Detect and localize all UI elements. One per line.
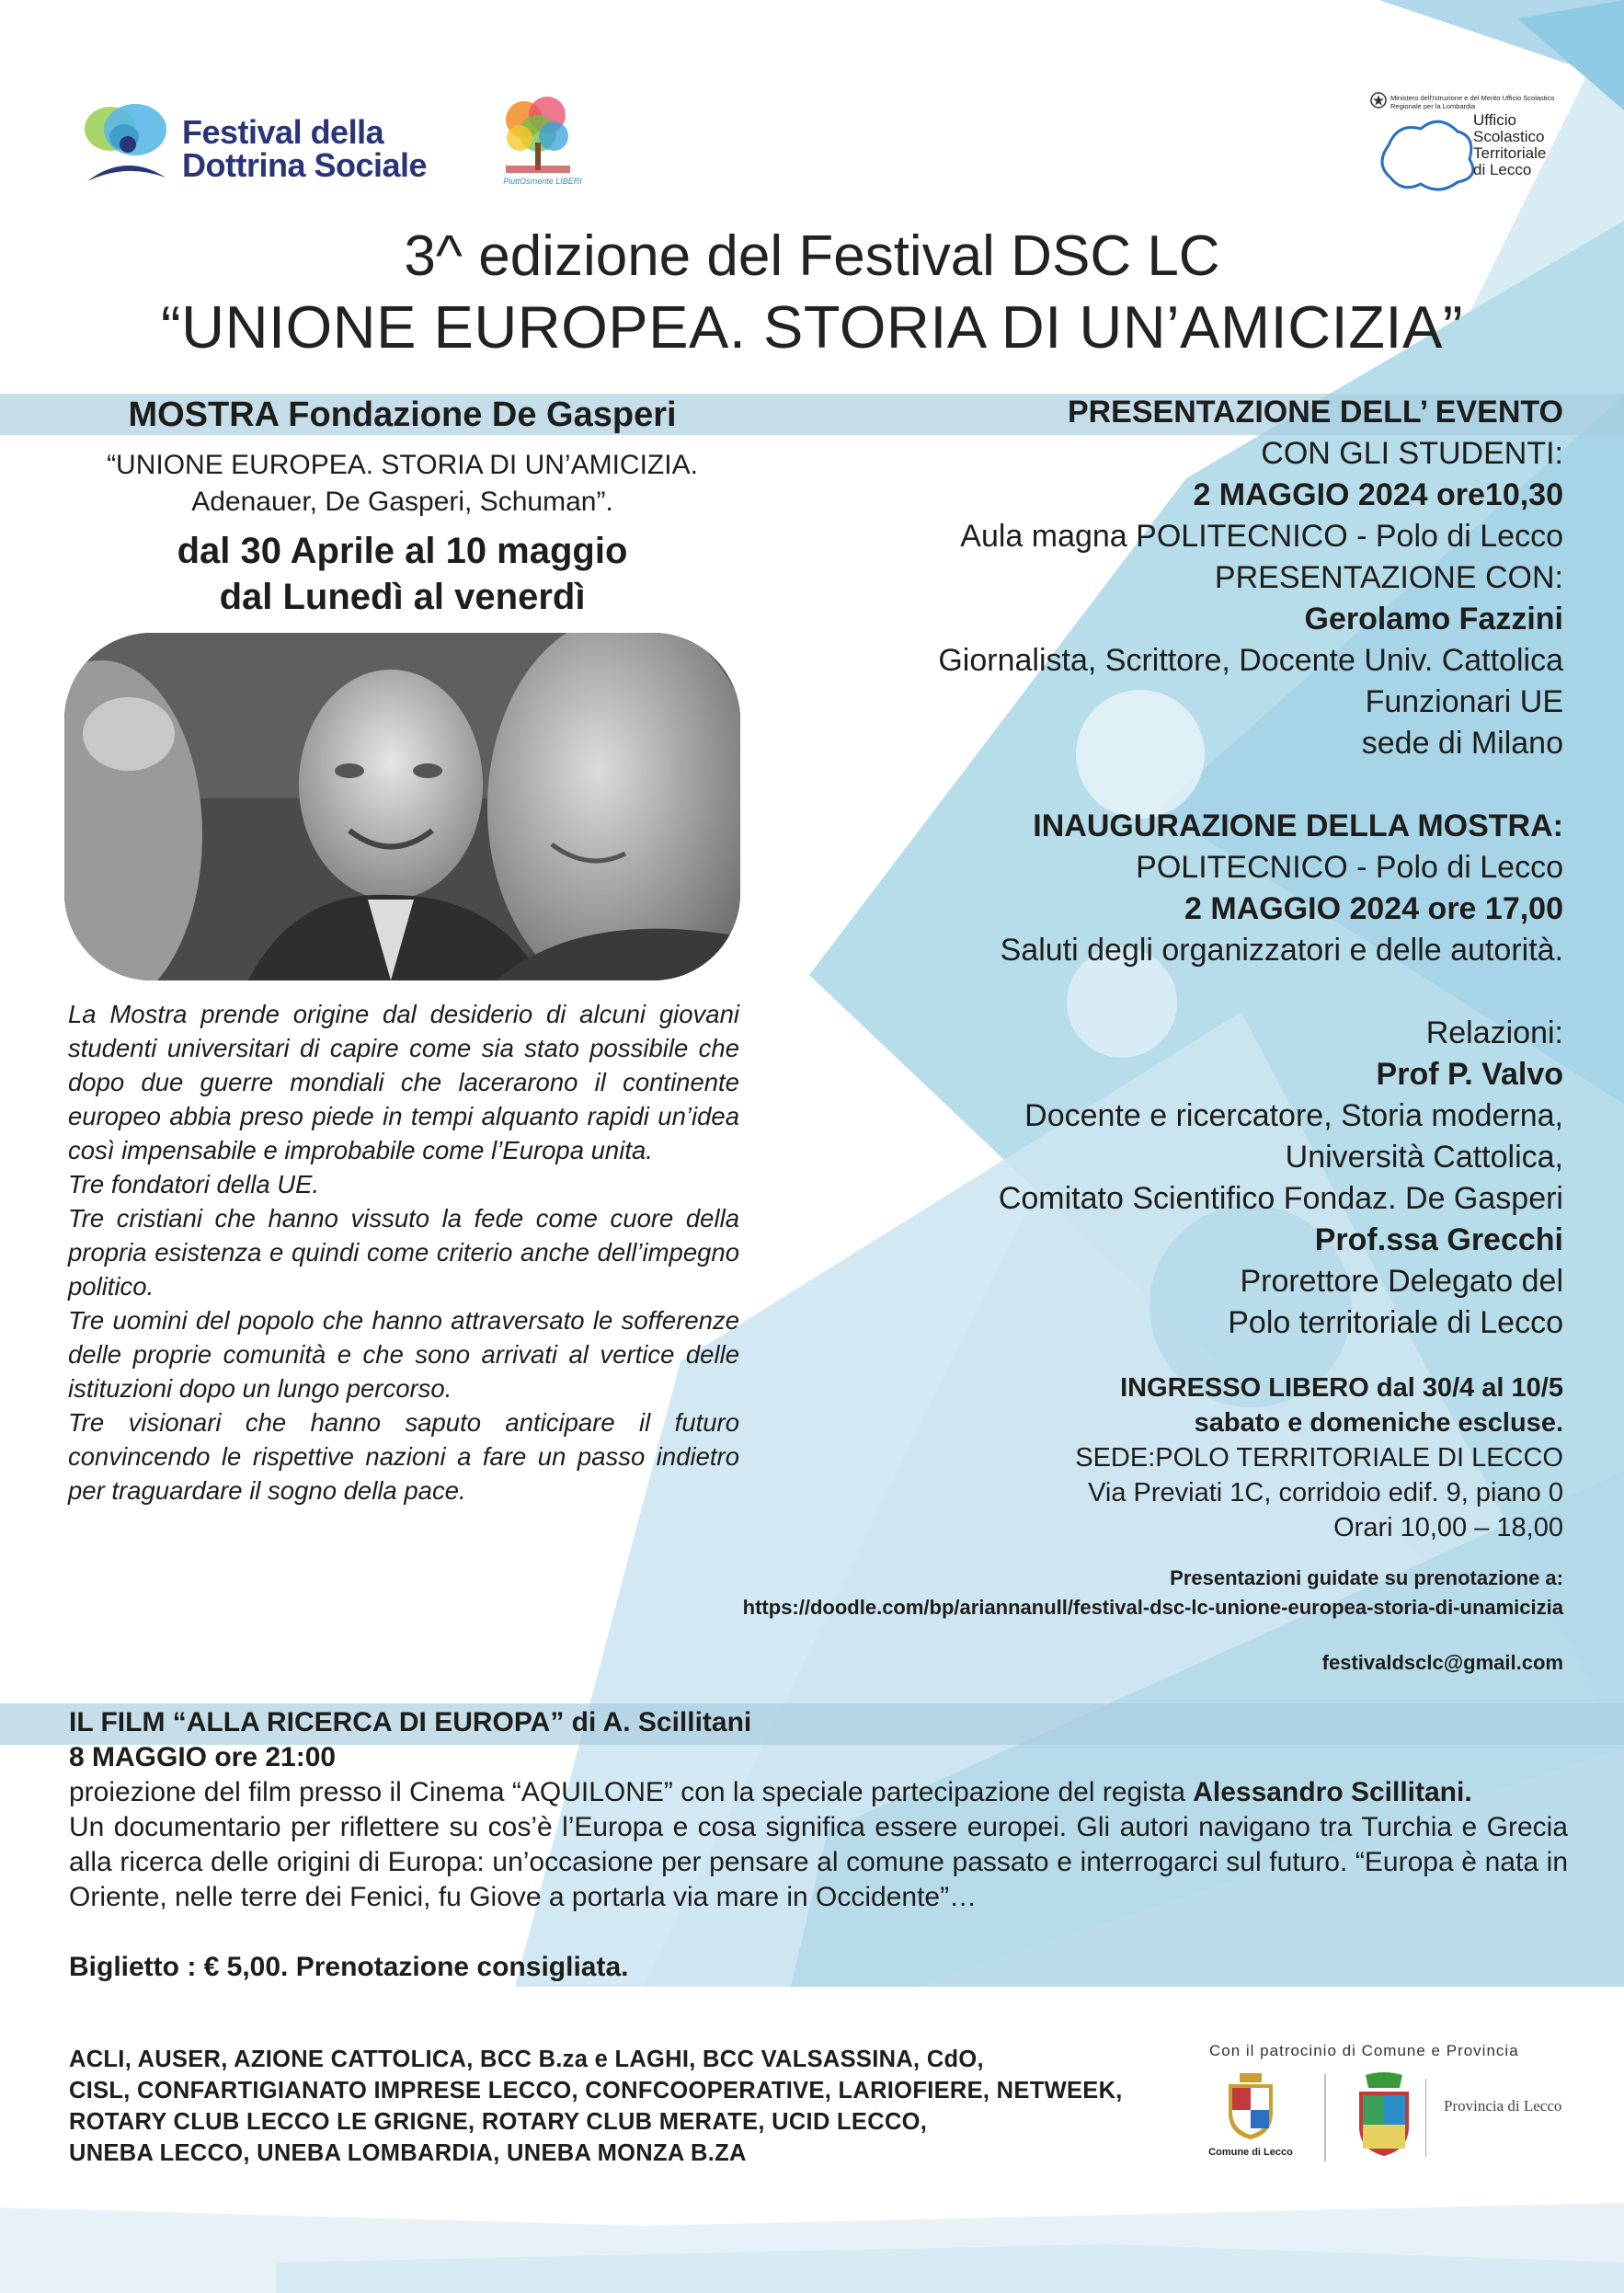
presentazione-date: 2 MAGGIO 2024 ore10,30 (1193, 477, 1563, 512)
sponsors-line: ACLI, AUSER, AZIONE CATTOLICA, BCC B.za e LAGHI, BCC VALSASSINA, CdO, (69, 2047, 984, 2072)
office-name (1473, 112, 1546, 178)
presentazione-speaker: Gerolamo Fazzini (1304, 602, 1563, 636)
booking-info (460, 1564, 1563, 1678)
speaker-grecchi-role2: Polo territoriale di Lecco (1228, 1305, 1563, 1340)
presentazione-with: PRESENTAZIONE CON: (1214, 560, 1563, 595)
speaker-grecchi: Prof.ssa Grecchi (1314, 1222, 1563, 1257)
description-paragraph: Tre visionari che hanno saputo anticipare il futuro convincendo le rispettive nazioni a fare un passo indietro per traguardare il sogno della pace. (68, 1408, 739, 1505)
comune-lecco-logo (1205, 2071, 1297, 2163)
mostra-subtitle-line1: “UNIONE EUROPEA. STORIA DI UN’AMICIZIA. (107, 450, 698, 480)
spacer (460, 1622, 1563, 1648)
film-screening-text: proiezione del film presso il Cinema “AQUILONE” con la speciale partecipazione del regista (69, 1777, 1185, 1807)
description-paragraph: Tre uomini del popolo che hanno attraversato le sofferenze delle proprie comunità e che sono arrivati al vertice delle istituzioni dopo un lungo percorso. (68, 1306, 739, 1403)
mostra-subtitle (64, 447, 740, 521)
tree-logo-caption: PiuttOsmente LIBERI (503, 177, 582, 186)
provincia-caption: Provincia di Lecco (1444, 2097, 1562, 2115)
spacer (809, 971, 1563, 1013)
office-line2: Scolastico (1473, 128, 1545, 145)
sponsors-line: CISL, CONFARTIGIANATO IMPRESE LECCO, CONFCOOPERATIVE, LARIOFIERE, NETWEEK, (69, 2078, 1123, 2104)
film-director: Alessandro Scillitani. (1193, 1777, 1472, 1807)
mostra-dates-line1: dal 30 Aprile al 10 maggio (177, 531, 628, 571)
presentazione-role2: Funzionari UE (1365, 684, 1563, 719)
office-line4: di Lecco (1473, 161, 1532, 178)
republic-emblem-icon (1370, 92, 1387, 109)
description-paragraph: Tre cristiani che hanno vissuto la fede come cuore della propria esistenza e quindi come criterio anche dell’impegno politico. (68, 1204, 739, 1301)
presentazione-students: CON GLI STUDENTI: (1261, 436, 1563, 471)
ministry-text: Ministero dell'Istruzione e del Merito Ufficio Scolastico Regionale per la Lombardia (1390, 94, 1555, 110)
film-ticket: Biglietto : € 5,00. Prenotazione consigliata. (69, 1952, 629, 1982)
festival-logo-line2: Dottrina Sociale (182, 146, 428, 184)
sponsors-line: UNEBA LECCO, UNEBA LOMBARDIA, UNEBA MONZA B.ZA (69, 2140, 747, 2166)
presentazione-role1: Giornalista, Scrittore, Docente Univ. Cattolica (938, 643, 1563, 678)
presentazione-heading: PRESENTAZIONE DELL’ EVENTO (1067, 395, 1563, 430)
speaker-valvo: Prof P. Valvo (1376, 1057, 1563, 1092)
presentazione-role3: sede di Milano (1361, 726, 1563, 761)
colorful-tree-icon (497, 92, 579, 179)
speaker-valvo-role2: Università Cattolica, (1285, 1140, 1563, 1175)
inaugurazione-place: POLITECNICO - Polo di Lecco (1136, 850, 1563, 885)
description-paragraph: La Mostra prende origine dal desiderio di alcuni giovani studenti universitari di capire come sia stato possibile che dopo due guerre mondiali che lacerarono il continente europeo abbia preso piede in tempi alquanto rapidi un’idea così impensabile e improbabile come l’Europa unita. (68, 1000, 739, 1164)
divider (1324, 2074, 1326, 2161)
ingresso-libero: INGRESSO LIBERO dal 30/4 al 10/5 (1120, 1373, 1563, 1403)
mostra-dates (64, 528, 740, 620)
film-heading-bold: IL FILM “ALLA RICERCA DI EUROPA” (69, 1707, 565, 1737)
weekend-excluded: sabato e domeniche escluse. (1194, 1408, 1563, 1438)
email-link[interactable]: festivaldsclc@gmail.com (1321, 1651, 1563, 1674)
description-paragraph: Tre fondatori della UE. (68, 1170, 320, 1198)
spacer (69, 1915, 1568, 1950)
founders-photo-illustration (64, 633, 740, 980)
sponsors-line: ROTARY CLUB LECCO LE GRIGNE, ROTARY CLUB MERATE, UCID LECCO, (69, 2109, 928, 2135)
film-heading (69, 1705, 1568, 1740)
comune-caption: Comune di Lecco (1208, 2147, 1293, 2158)
relazioni-label: Relazioni: (1425, 1015, 1563, 1050)
address: Via Previati 1C, corridoio edif. 9, piano 0 (1088, 1478, 1563, 1508)
inaugurazione-heading: INAUGURAZIONE DELLA MOSTRA: (1033, 808, 1563, 843)
opening-hours: Orari 10,00 – 18,00 (1333, 1513, 1563, 1542)
comune-crest-icon (1223, 2071, 1278, 2140)
inaugurazione-greeting: Saluti degli organizzatori e delle autorità. (1000, 933, 1563, 968)
festival-logo-line1: Festival della (182, 113, 384, 151)
visit-info (644, 1370, 1563, 1545)
ust-logo (1370, 92, 1568, 193)
speaker-valvo-role1: Docente e ricercatore, Storia moderna, (1024, 1098, 1563, 1133)
mostra-description (68, 997, 739, 1508)
film-description: Un documentario per riflettere su cos’è l’Europa e cosa significa essere europei. Gli autori navigano tra Turchia e Grecia alla ricerca delle origini di Europa: un’occasione per pensare al comune passato e interrogarci sul futuro. “Europa è nata in Oriente, nelle terre dei Fenici, fu Giove a portarla via mare in Occidente”… (69, 1812, 1568, 1912)
provincia-crest-icon (1352, 2071, 1416, 2159)
sponsors-list (69, 2044, 1172, 2169)
event-program (809, 392, 1563, 1344)
presentazione-place: Aula magna POLITECNICO - Polo di Lecco (960, 519, 1563, 554)
mostra-section (64, 394, 740, 620)
venue: SEDE:POLO TERRITORIALE DI LECCO (1075, 1443, 1563, 1473)
mostra-heading-bold: MOSTRA (128, 396, 279, 434)
main-title: “UNIONE EUROPEA. STORIA DI UN’AMICIZIA” (161, 293, 1463, 361)
divider (1425, 2079, 1426, 2157)
film-screening (69, 1775, 1568, 1810)
speaker-valvo-role3: Comitato Scientifico Fondaz. De Gasperi (998, 1181, 1563, 1216)
spacer (809, 764, 1563, 806)
office-line1: Ufficio (1473, 111, 1516, 129)
film-section (69, 1705, 1568, 1985)
film-heading-rest: di A. Scillitani (571, 1707, 752, 1737)
film-date: 8 MAGGIO ore 21:00 (69, 1742, 337, 1772)
tree-logo (497, 92, 582, 193)
lombardia-map-icon (1370, 109, 1490, 201)
provincia-lecco-logo (1352, 2071, 1582, 2163)
speech-bubbles-icon (78, 97, 179, 189)
guided-tours-label: Presentazioni guidate su prenotazione a: (1170, 1566, 1563, 1589)
mostra-subtitle-line2: Adenauer, De Gasperi, Schuman”. (191, 487, 613, 517)
doodle-link[interactable]: https://doodle.com/bp/ariannanull/festival-dsc-lc-unione-europea-storia-di-unamicizia (742, 1596, 1563, 1619)
edition-title: 3^ edizione del Festival DSC LC (404, 224, 1220, 288)
mostra-dates-line2: dal Lunedì al venerdì (219, 577, 586, 617)
mostra-heading-rest: Fondazione De Gasperi (288, 396, 677, 434)
founders-photo (64, 633, 740, 980)
speaker-grecchi-role1: Prorettore Delegato del (1240, 1264, 1563, 1299)
mostra-heading (64, 394, 740, 436)
patrocinio-caption: Con il patrocinio di Comune e Provincia (1209, 2042, 1519, 2059)
office-line3: Territoriale (1473, 144, 1547, 162)
inaugurazione-date: 2 MAGGIO 2024 ore 17,00 (1184, 891, 1563, 926)
festival-logo (78, 97, 483, 198)
